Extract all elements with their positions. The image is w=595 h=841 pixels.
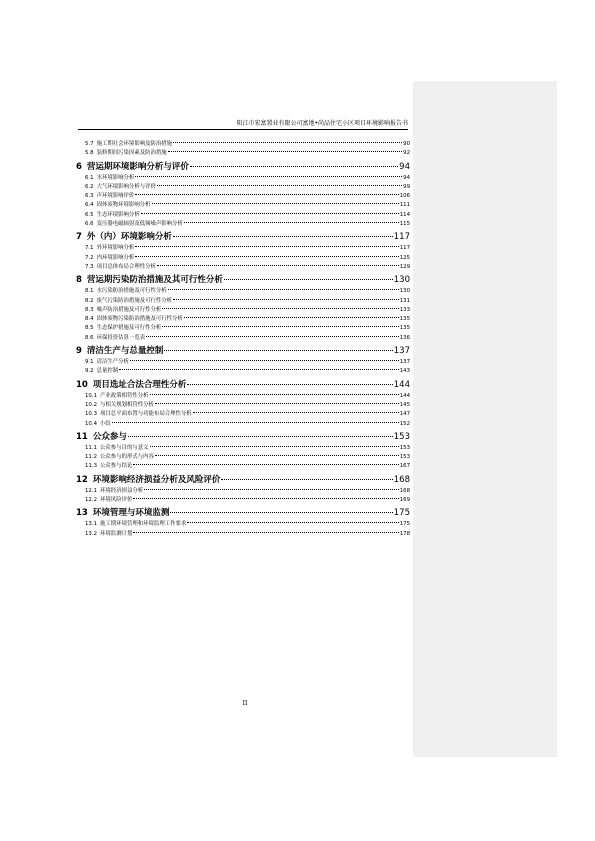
- toc-page: 92: [403, 150, 410, 157]
- toc-title: 外（内）环境影响分析: [86, 232, 172, 243]
- toc-number: 8.3: [85, 306, 94, 313]
- toc-title: 生态环境影响分析: [96, 211, 140, 218]
- toc-leader: [221, 479, 392, 480]
- toc-number: 7: [76, 232, 82, 243]
- toc-number: 9: [76, 346, 82, 357]
- toc-leader: [135, 246, 398, 247]
- toc-subsection[interactable]: [76, 220, 410, 229]
- toc-leader: [157, 185, 402, 186]
- toc-subsection[interactable]: [76, 254, 410, 263]
- toc-subsection[interactable]: [76, 192, 410, 201]
- toc-number: 7.2: [85, 254, 94, 261]
- toc-title: 施工期环境管理和环境监理工作要求: [100, 521, 187, 528]
- toc-number: 6.5: [85, 211, 94, 218]
- toc-leader: [150, 446, 399, 447]
- toc-leader: [184, 317, 399, 318]
- toc-title: 公众参与目的与意义: [100, 444, 149, 451]
- toc-leader: [128, 436, 393, 437]
- toc-leader: [146, 336, 399, 337]
- toc-leader: [193, 412, 399, 413]
- toc-page: 136: [399, 334, 410, 341]
- toc-page: 152: [399, 420, 410, 427]
- toc-title: 环境经济损益分析: [100, 487, 144, 494]
- toc-subsection[interactable]: [76, 401, 410, 410]
- toc-number: 10.3: [85, 411, 98, 418]
- page-header: 阳江市宏富置业有限公司富地•尚品住宅小区项目环境影响报告书: [78, 119, 408, 130]
- toc-page: 125: [399, 254, 410, 261]
- toc-title: 环境风险评价: [100, 497, 133, 504]
- toc-subsection[interactable]: [76, 174, 410, 183]
- toc-leader: [135, 176, 402, 177]
- toc-number: 13.1: [85, 521, 98, 528]
- toc-title: 清洁生产与总量控制: [86, 346, 164, 357]
- toc-number: 12.2: [85, 497, 98, 504]
- toc-subsection[interactable]: [76, 358, 410, 367]
- toc-leader: [162, 326, 398, 327]
- toc-section[interactable]: [76, 346, 410, 356]
- toc-title: 大气环境影响分析与评价: [96, 183, 156, 190]
- toc-number: 5.8: [85, 150, 94, 157]
- toc-title: 项目总体布局合理性分析: [96, 263, 156, 270]
- toc-page: 135: [399, 316, 410, 323]
- toc-leader: [168, 151, 402, 152]
- toc-number: 6.6: [85, 221, 94, 228]
- toc-title: 项目总平面布置与功能布局合理性分析: [100, 411, 192, 418]
- toc-leader: [157, 265, 399, 266]
- toc-subsection[interactable]: [76, 263, 410, 272]
- toc-subsection[interactable]: [76, 462, 410, 471]
- toc-leader: [187, 522, 398, 523]
- toc-subsection[interactable]: [76, 367, 410, 376]
- toc-subsection[interactable]: [76, 530, 410, 539]
- toc-number: 13: [76, 508, 88, 519]
- toc-page: 168: [393, 474, 410, 485]
- toc-section[interactable]: [76, 380, 410, 390]
- toc-leader: [135, 194, 398, 195]
- toc-number: 11.1: [85, 444, 98, 451]
- toc-page: 115: [399, 221, 410, 228]
- toc-number: 8.2: [85, 297, 94, 304]
- toc-number: 8.4: [85, 316, 94, 323]
- toc-subsection[interactable]: [76, 287, 410, 296]
- toc-page: 90: [403, 141, 410, 147]
- toc-page: 129: [399, 263, 410, 270]
- toc-subsection[interactable]: [76, 244, 410, 253]
- toc-subsection[interactable]: [76, 183, 410, 192]
- toc-title: 公众参与的形式与内容: [100, 454, 154, 461]
- toc-number: 6.1: [85, 174, 94, 181]
- toc-page: 175: [399, 521, 410, 528]
- toc-leader: [133, 532, 398, 533]
- toc-subsection[interactable]: [76, 297, 410, 306]
- toc-page: 144: [399, 392, 410, 399]
- toc-title: 声环境影响评价: [96, 193, 135, 200]
- toc-title: 变压器电磁辐射及低频噪声影响分析: [96, 221, 183, 228]
- toc-title: 固体废物污染防治措施及可行性分析: [96, 316, 183, 323]
- toc-number: 8.6: [85, 334, 94, 341]
- toc-page: 167: [399, 463, 410, 470]
- toc-section[interactable]: [76, 232, 410, 242]
- toc-title: 与相关规划相符性分析: [100, 401, 154, 408]
- toc-page: 153: [393, 431, 410, 442]
- toc-leader: [162, 308, 398, 309]
- toc-number: 12.1: [85, 487, 98, 494]
- toc-number: 11.3: [85, 463, 98, 470]
- toc-page: 153: [399, 444, 410, 451]
- toc-leader: [224, 279, 393, 280]
- toc-page: 117: [399, 245, 410, 252]
- toc-leader: [152, 203, 399, 204]
- toc-title: 水环境影响分析: [96, 174, 135, 181]
- toc-leader: [150, 394, 399, 395]
- toc-number: 6.4: [85, 202, 94, 209]
- page-number: II: [242, 700, 248, 707]
- toc-leader: [173, 299, 399, 300]
- toc-section[interactable]: [76, 432, 410, 442]
- toc-leader: [119, 369, 399, 370]
- toc-page: 135: [399, 325, 410, 332]
- toc-number: 10.4: [85, 420, 98, 427]
- toc-leader: [155, 455, 399, 456]
- toc-leader: [173, 142, 402, 143]
- toc-number: 13.2: [85, 530, 98, 537]
- toc-section[interactable]: [76, 508, 410, 518]
- toc-number: 9.2: [85, 368, 94, 375]
- toc-page: 144: [393, 379, 410, 390]
- toc-subsection[interactable]: [76, 306, 410, 315]
- toc-number: 11: [76, 431, 88, 442]
- toc-title: 环境监测计划: [100, 530, 133, 537]
- toc-page: 111: [399, 202, 410, 209]
- toc-title: 项目选址合法合理性分析: [92, 379, 187, 390]
- toc-page: 106: [399, 193, 410, 200]
- toc-leader: [135, 256, 398, 257]
- toc-number: 5.7: [85, 141, 94, 147]
- toc-number: 8: [76, 275, 82, 286]
- toc-page: 94: [399, 161, 410, 172]
- toc-title: 内环境影响分析: [96, 254, 135, 261]
- toc-subsection[interactable]: [76, 520, 410, 529]
- toc-page: 130: [399, 288, 410, 295]
- toc-subsection[interactable]: [76, 140, 410, 149]
- toc-title: 固体废物环境影响分析: [96, 202, 151, 209]
- toc-number: 7.3: [85, 263, 94, 270]
- toc-title: 营运期环境影响分析与评价: [86, 161, 189, 172]
- toc-leader: [133, 498, 398, 499]
- toc-number: 6: [76, 161, 82, 172]
- toc-subsection[interactable]: [76, 496, 410, 505]
- toc-subsection[interactable]: [76, 315, 410, 324]
- toc-page: 133: [399, 306, 410, 313]
- toc-page: 117: [393, 232, 410, 243]
- toc-number: 6.2: [85, 183, 94, 190]
- toc-page: 143: [399, 368, 410, 375]
- toc-page: 131: [399, 297, 410, 304]
- toc-subsection[interactable]: [76, 410, 410, 419]
- toc-leader: [184, 222, 399, 223]
- toc-number: 6.3: [85, 193, 94, 200]
- toc-page: 168: [399, 487, 410, 494]
- toc-page: 169: [399, 497, 410, 504]
- toc-title: 公众参与结论: [100, 463, 133, 470]
- toc-title: 环境管理与环境监测: [92, 508, 170, 519]
- toc-subsection[interactable]: [76, 324, 410, 333]
- toc-number: 7.1: [85, 245, 94, 252]
- toc-subsection[interactable]: [76, 487, 410, 496]
- toc-number: 9.1: [85, 359, 94, 366]
- toc-leader: [173, 236, 393, 237]
- toc-title: 施工期社会环境影响及防治措施: [96, 141, 173, 147]
- toc-title: 公众参与: [92, 431, 127, 442]
- toc-leader: [187, 384, 392, 385]
- toc-leader: [141, 213, 399, 214]
- toc-subsection[interactable]: [76, 392, 410, 401]
- toc-leader: [130, 360, 399, 361]
- toc-title: 水污染防治措施及可行性分析: [96, 288, 167, 295]
- toc-title: 总量控制: [96, 368, 119, 375]
- toc-page: 147: [399, 411, 410, 418]
- toc-title: 外环境影响分析: [96, 245, 135, 252]
- toc-number: 10.1: [85, 392, 98, 399]
- toc-page: 114: [399, 211, 410, 218]
- toc-leader: [144, 489, 399, 490]
- toc-number: 8.5: [85, 325, 94, 332]
- toc-title: 产业政策相符性分析: [100, 392, 149, 399]
- toc-page: 137: [399, 359, 410, 366]
- toc-subsection[interactable]: [76, 444, 410, 453]
- comment-sidebar: [413, 81, 557, 757]
- toc-number: 10.2: [85, 401, 98, 408]
- toc-number: 12: [76, 474, 88, 485]
- toc-leader: [133, 464, 398, 465]
- toc-subsection[interactable]: [76, 201, 410, 210]
- toc-number: 10: [76, 379, 88, 390]
- table-of-contents: [76, 140, 410, 539]
- toc-leader: [164, 350, 392, 351]
- toc-page: 137: [393, 346, 410, 357]
- toc-title: 装修期间污染因素及防治措施: [96, 150, 167, 157]
- toc-section[interactable]: [76, 162, 410, 172]
- toc-section[interactable]: [76, 475, 410, 485]
- toc-subsection[interactable]: [76, 334, 410, 343]
- toc-page: 145: [399, 401, 410, 408]
- toc-page: 99: [403, 183, 410, 190]
- toc-title: 废气污染防治措施及可行性分析: [96, 297, 173, 304]
- toc-page: 178: [399, 530, 410, 537]
- toc-page: 94: [403, 174, 410, 181]
- toc-leader: [155, 403, 399, 404]
- toc-subsection[interactable]: [76, 149, 410, 158]
- toc-title: 生态保护措施及可行性分析: [96, 325, 162, 332]
- toc-number: 11.2: [85, 454, 98, 461]
- toc-title: 营运期污染防治措施及其可行性分析: [86, 275, 223, 286]
- toc-page: 153: [399, 454, 410, 461]
- toc-page: 130: [393, 275, 410, 286]
- toc-section[interactable]: [76, 275, 410, 285]
- toc-title: 小结: [100, 420, 111, 427]
- toc-subsection[interactable]: [76, 211, 410, 220]
- toc-leader: [170, 512, 392, 513]
- toc-page: 175: [393, 508, 410, 519]
- toc-title: 噪声防治措施及可行性分析: [96, 306, 162, 313]
- toc-title: 环保投资估算一览表: [96, 334, 146, 341]
- toc-number: 8.1: [85, 288, 94, 295]
- toc-leader: [168, 289, 399, 290]
- toc-title: 环境影响经济损益分析及风险评价: [92, 474, 221, 485]
- toc-subsection[interactable]: [76, 453, 410, 462]
- toc-subsection[interactable]: [76, 420, 410, 429]
- toc-leader: [112, 422, 399, 423]
- toc-title: 清洁生产分析: [96, 359, 129, 366]
- toc-leader: [190, 166, 398, 167]
